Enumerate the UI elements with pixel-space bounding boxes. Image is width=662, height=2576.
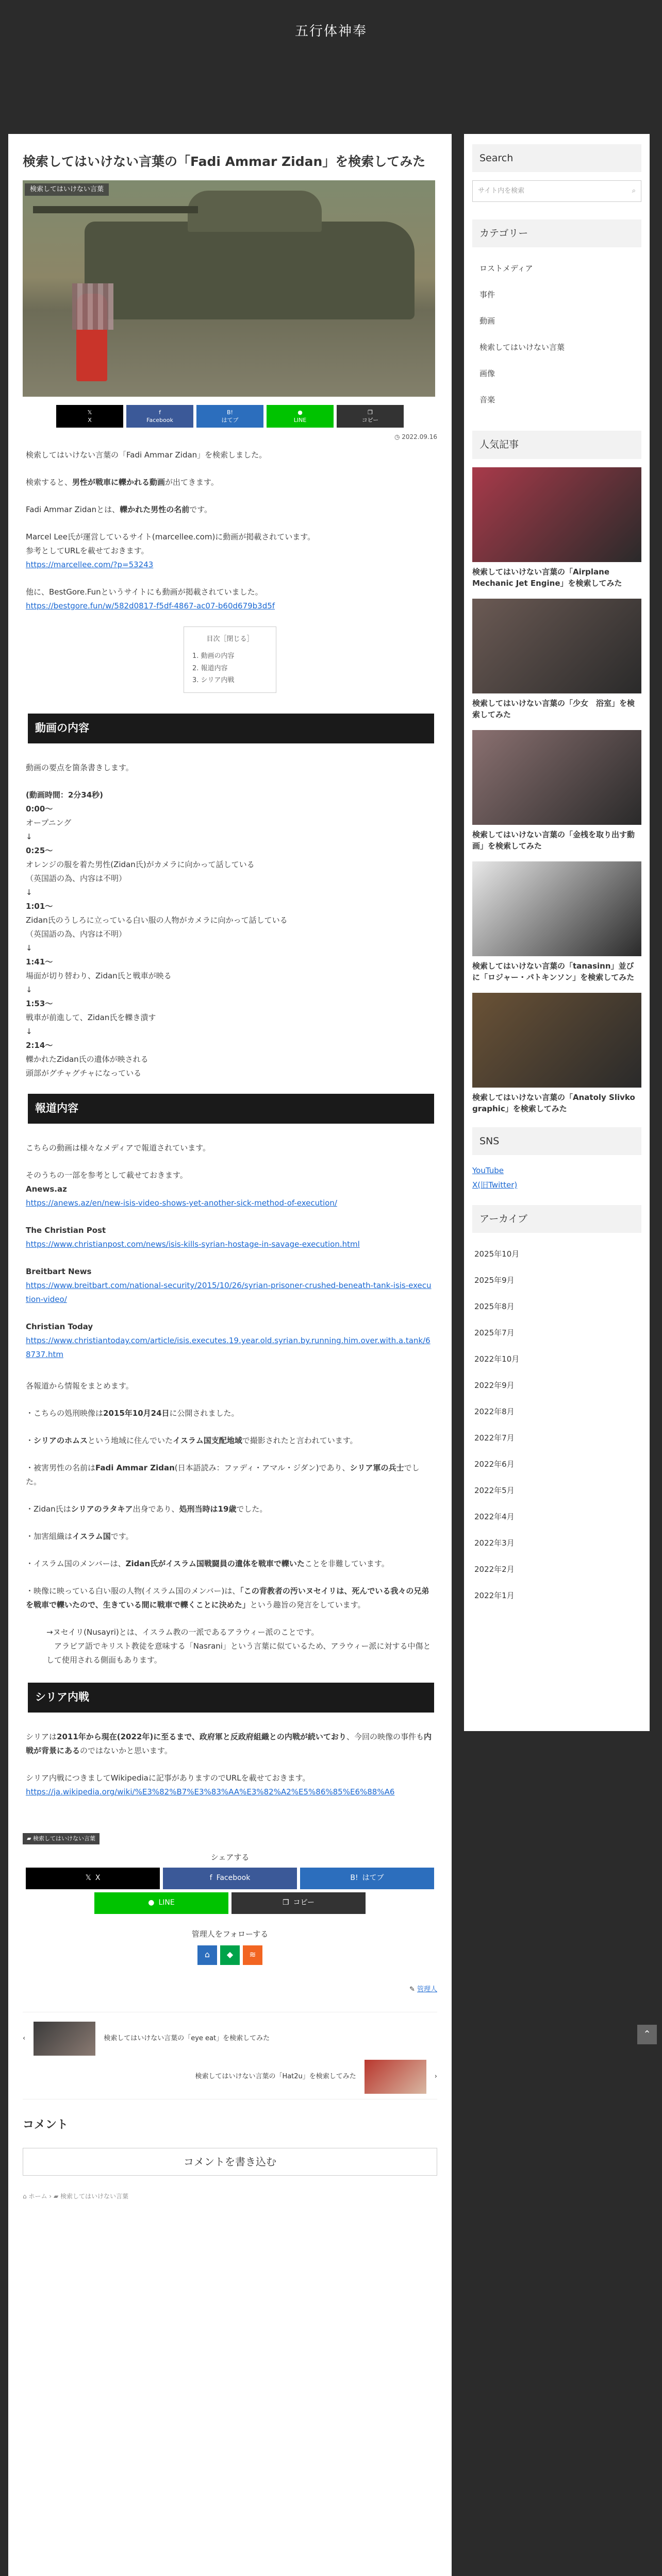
category-tag-label: 検索してはいけない言葉 xyxy=(32,1835,95,1842)
timeline-arrow: ↓ xyxy=(26,1027,32,1037)
timeline-item xyxy=(26,900,434,955)
share-bottom-button[interactable] xyxy=(94,1892,228,1914)
popular-post-title: 検索してはいけない言葉の「Airplane Mechanic Jet Engine」を検索してみた xyxy=(472,567,622,588)
news-list xyxy=(26,1182,434,1362)
nusayri-note: →ヌセイリ(Nusayri)とは、イスラム教の一派であるアラウィー派のことです。 アラビア語でキリスト教徒を意味する「Nasrani」という言葉に似ているため、アラウィー派に対する中傷として使用される側面もあります。 xyxy=(46,1628,431,1665)
timeline-item xyxy=(26,844,434,900)
news-item xyxy=(26,1320,434,1362)
follow-title: 管理人をフォローする xyxy=(191,1929,269,1939)
share-top-icon: ● xyxy=(297,409,303,416)
timeline-list xyxy=(26,802,434,1080)
intro-2: 検索すると、男性が戦車に轢かれる動画が出てきます。 xyxy=(26,477,219,487)
news-source-name: The Christian Post xyxy=(26,1226,106,1235)
heading-syria: シリア内戦 xyxy=(26,1683,434,1713)
search-widget-title: Search xyxy=(472,144,641,172)
youtube-link[interactable]: YouTube xyxy=(472,1165,504,1175)
category-list xyxy=(472,256,641,413)
timeline-desc: Zidan氏のうしろに立っている白い服の人物がカメラに向かって話している （英国語の為、内容は不明） xyxy=(26,916,288,939)
archive-list xyxy=(472,1241,641,1609)
popular-post-thumbnail xyxy=(472,861,641,956)
feedly-icon: ◆ xyxy=(226,1950,234,1960)
timeline-desc: オープニング xyxy=(26,818,72,828)
mosaic-graphic xyxy=(72,283,113,330)
home-follow-button[interactable] xyxy=(197,1945,217,1965)
archive-item[interactable]: 2022年7月 xyxy=(474,1433,515,1443)
popular-post[interactable] xyxy=(472,993,641,1115)
video-time: (動画時間：2分34秒) xyxy=(26,790,104,800)
timeline-time: 1:41〜 xyxy=(26,957,53,967)
timeline-time: 1:01〜 xyxy=(26,902,53,911)
category-widget-title: カテゴリー xyxy=(472,219,641,247)
timeline-time: 0:25〜 xyxy=(26,846,53,856)
chevron-up-icon: ⌃ xyxy=(643,2028,651,2040)
prev-post-thumbnail xyxy=(34,2022,95,2056)
share-buttons-bottom xyxy=(23,1868,437,1914)
share-bottom-label: はてブ xyxy=(362,1874,384,1882)
news-source-name: Christian Today xyxy=(26,1322,93,1331)
popular-post-thumbnail xyxy=(472,599,641,693)
share-title: シェアする xyxy=(210,1852,250,1862)
prev-post-title: 検索してはいけない言葉の「eye eat」を検索してみた xyxy=(104,2035,270,2043)
next-post-thumbnail xyxy=(365,2060,426,2094)
popular-list xyxy=(472,467,641,1115)
news-intro: こちらの動画は様々なメディアで報道されています。 xyxy=(26,1143,211,1153)
intro-5-text: 他に、BestGore.Funというサイトにも動画が掲載されていました。 xyxy=(26,587,263,597)
share-row xyxy=(23,1892,437,1914)
popular-post-title: 検索してはいけない言葉の「少女 浴室」を検索してみた xyxy=(472,698,635,720)
timeline-arrow: ↓ xyxy=(26,888,32,897)
timeline-time: 1:53〜 xyxy=(26,999,53,1009)
popular-post-title: 検索してはいけない言葉の「tanasinn」並びに「ロジャー・パトキンソン」を検索してみた xyxy=(472,961,635,982)
chevron-right-icon: › xyxy=(434,2073,437,2081)
clock-icon: ◷ xyxy=(394,433,400,441)
archive-item[interactable]: 2025年7月 xyxy=(474,1328,515,1337)
rss-icon: ≋ xyxy=(249,1950,256,1960)
sidebar xyxy=(464,134,650,1731)
timeline-desc: 戦車が前進して、Zidan氏を轢き潰す xyxy=(26,1013,156,1023)
news-intro-2: そのうちの一部を参考として載せておきます。 xyxy=(26,1171,188,1180)
heading-video-content: 動画の内容 xyxy=(26,714,434,743)
news-item xyxy=(26,1265,434,1307)
popular-post-title: 検索してはいけない言葉の「Anatoly Slivko graphic」を検索してみた xyxy=(472,1092,635,1114)
category-item[interactable]: 画像 xyxy=(479,369,495,379)
timeline-item xyxy=(26,955,434,997)
popular-post[interactable] xyxy=(472,467,641,589)
table-of-contents xyxy=(184,626,276,693)
archive-item[interactable]: 2025年8月 xyxy=(474,1301,515,1311)
popular-widget-title: 人気記事 xyxy=(472,431,641,459)
author-name[interactable]: 管理人 xyxy=(417,1985,437,1993)
timeline-desc: 場面が切り替わり、Zidan氏と戦車が映る xyxy=(26,971,172,981)
syria-paragraph-1: シリアは2011年から現在(2022年)に至るまで、政府軍と反政府組織との内戦が続いており、今回の映像の事件も内戦が背景にあるのではないかと思います。 xyxy=(26,1732,432,1755)
timeline-item xyxy=(26,802,434,844)
timeline-desc: 轢かれたZidan氏の遺体が映される 頭部がグチャグチャになっている xyxy=(26,1055,148,1078)
intro-4 xyxy=(26,530,434,572)
share-top-button[interactable] xyxy=(56,405,123,428)
share-bottom-label: Facebook xyxy=(216,1874,251,1882)
post-navigation xyxy=(23,2012,437,2099)
syria-paragraph-2 xyxy=(26,1771,434,1799)
breadcrumb xyxy=(23,2191,437,2202)
search-icon[interactable]: ⌕ xyxy=(632,187,636,195)
archive-item[interactable]: 2022年10月 xyxy=(474,1354,520,1364)
news-item xyxy=(26,1224,434,1251)
share-row xyxy=(23,1868,437,1889)
home-breadcrumb-icon: ⌂ xyxy=(23,2192,27,2200)
category-item[interactable]: 音楽 xyxy=(479,395,495,405)
news-link[interactable]: https://www.christianpost.com/news/isis-kills-syrian-hostage-in-savage-execution.html xyxy=(26,1240,360,1249)
breadcrumb-folder-icon: ▰ xyxy=(53,2192,59,2200)
share-bottom-button[interactable] xyxy=(163,1868,297,1889)
author-link[interactable] xyxy=(23,1984,437,1995)
article-body xyxy=(23,448,437,1799)
rss-follow-button[interactable] xyxy=(243,1945,262,1965)
share-bottom-label: LINE xyxy=(158,1899,175,1907)
eyecatch-category-label[interactable]: 検索してはいけない言葉 xyxy=(25,183,109,196)
article-title: 検索してはいけない言葉の「Fadi Ammar Zidan」を検索してみた xyxy=(23,154,426,169)
intro-5 xyxy=(26,585,434,613)
breadcrumb-category[interactable]: 検索してはいけない言葉 xyxy=(60,2192,129,2200)
eyecatch-image xyxy=(23,180,435,397)
news-link[interactable]: https://www.christiantoday.com/article/isis.executes.19.year.old.syrian.by.running.him.over.with.a.tank/68737.htm xyxy=(26,1336,431,1359)
share-bottom-label: X xyxy=(95,1874,101,1882)
intro-4-line-a: Marcel Lee氏が運営しているサイト(marcellee.com)に動画が掲載されています。 xyxy=(26,532,316,541)
share-buttons-top xyxy=(23,405,437,428)
intro-4-line-b: 参考としてURLを載せておきます。 xyxy=(26,546,149,555)
share-bottom-icon: B! xyxy=(350,1874,358,1882)
search-input[interactable] xyxy=(472,180,641,202)
folder-icon: ▰ xyxy=(27,1835,31,1842)
archive-item[interactable]: 2025年10月 xyxy=(474,1249,520,1259)
share-top-icon: ❐ xyxy=(368,409,373,416)
archive-item[interactable]: 2022年9月 xyxy=(474,1380,515,1390)
share-bottom-button[interactable] xyxy=(300,1868,434,1889)
feedly-follow-button[interactable] xyxy=(220,1945,240,1965)
category-tag[interactable] xyxy=(23,1833,100,1844)
category-item[interactable]: 動画 xyxy=(479,316,495,326)
share-top-icon: 𝕏 xyxy=(87,409,92,416)
timeline-item xyxy=(26,1039,434,1080)
syria-paragraph-2-text: シリア内戦につきましてWikipediaに記事がありますのでURLを載せておきます。 xyxy=(26,1773,310,1783)
share-bottom-button[interactable] xyxy=(231,1892,366,1914)
share-top-label: コピー xyxy=(361,417,379,424)
summary-4: ・Zidan氏はシリアのラタキア出身であり、処刑当時は19歳でした。 xyxy=(26,1504,268,1514)
share-top-label: Facebook xyxy=(146,417,173,424)
share-bottom-button[interactable] xyxy=(26,1868,160,1889)
toc-item-1[interactable]: 1. 動画の内容 xyxy=(192,652,235,660)
archive-item[interactable]: 2022年1月 xyxy=(474,1590,515,1600)
marcellee-link[interactable]: https://marcellee.com/?p=53243 xyxy=(26,560,154,569)
archive-item[interactable]: 2022年5月 xyxy=(474,1485,515,1495)
post-date-text: 2022.09.16 xyxy=(402,433,437,441)
archive-item[interactable]: 2022年3月 xyxy=(474,1538,515,1548)
archive-item[interactable]: 2022年6月 xyxy=(474,1459,515,1469)
archive-item[interactable]: 2022年8月 xyxy=(474,1406,515,1416)
write-comment-button[interactable]: コメントを書き込む xyxy=(23,2148,437,2176)
bestgore-link[interactable]: https://bestgore.fun/w/582d0817-f5df-4867-ac07-b60d679b3d5f xyxy=(26,601,275,611)
news-link[interactable]: https://www.breitbart.com/national-security/2015/10/26/syrian-prisoner-crushed-beneath-tank-isis-execution-video/ xyxy=(26,1281,432,1304)
follow-buttons xyxy=(23,1945,437,1965)
site-title[interactable]: 五行体神奉 xyxy=(294,23,367,39)
popular-post[interactable] xyxy=(472,599,641,721)
sns-widget-title: SNS xyxy=(472,1127,641,1155)
next-post[interactable] xyxy=(195,2060,437,2094)
timeline xyxy=(26,788,434,1080)
home-icon: ⌂ xyxy=(204,1950,210,1960)
timeline-arrow: ↓ xyxy=(26,832,32,842)
timeline-desc: オレンジの服を着た男性(Zidan氏)がカメラに向かって話している （英国語の為、内容は不明） xyxy=(26,860,255,884)
breadcrumb-separator: › xyxy=(49,2192,52,2200)
sns-links xyxy=(472,1163,641,1205)
comments-title: コメント xyxy=(23,2118,69,2131)
share-bottom-icon: f xyxy=(209,1874,212,1882)
heading-news: 報道内容 xyxy=(26,1094,434,1124)
archive-item[interactable]: 2022年2月 xyxy=(474,1564,515,1574)
share-top-icon: f xyxy=(159,409,161,416)
toc-title[interactable]: 目次［閉じる］ xyxy=(206,635,254,643)
timeline-time: 0:00〜 xyxy=(26,804,53,814)
share-top-label: LINE xyxy=(293,417,307,424)
search-placeholder: サイト内を検索 xyxy=(478,187,525,195)
video-intro: 動画の要点を箇条書きします。 xyxy=(26,763,134,773)
news-source-name: Anews.az xyxy=(26,1184,67,1194)
share-top-button[interactable] xyxy=(196,405,263,428)
archive-item[interactable]: 2022年4月 xyxy=(474,1512,515,1521)
summary-1: ・こちらの処刑映像は2015年10月24日に公開されました。 xyxy=(26,1409,239,1418)
popular-post-thumbnail xyxy=(472,730,641,825)
category-item[interactable]: 事件 xyxy=(479,290,495,300)
share-bottom-icon: ● xyxy=(148,1899,155,1907)
post-date xyxy=(23,432,437,443)
summary-3: ・被害男性の名前はFadi Ammar Zidan(日本語読み：ファディ・アマル・ジダン)であり、シリア軍の兵士でした。 xyxy=(26,1463,420,1486)
share-top-label: X xyxy=(88,417,92,424)
intro-3: Fadi Ammar Zidanとは、轢かれた男性の名前です。 xyxy=(26,504,212,514)
news-link[interactable]: https://anews.az/en/new-isis-video-shows-yet-another-sick-method-of-execution/ xyxy=(26,1198,337,1208)
timeline-item xyxy=(26,997,434,1039)
chevron-left-icon: ‹ xyxy=(23,2035,26,2043)
share-top-label: はてブ xyxy=(221,417,239,424)
toc-item-3[interactable]: 3. シリア内戦 xyxy=(192,676,235,685)
popular-post-thumbnail xyxy=(472,467,641,562)
share-bottom-icon: 𝕏 xyxy=(85,1874,91,1882)
news-item xyxy=(26,1182,434,1210)
share-top-button[interactable] xyxy=(126,405,193,428)
timeline-arrow: ↓ xyxy=(26,943,32,953)
intro-1: 検索してはいけない言葉の「Fadi Ammar Zidan」を検索しました。 xyxy=(26,450,267,460)
popular-post[interactable] xyxy=(472,861,641,984)
share-bottom-label: コピー xyxy=(293,1899,315,1907)
wikipedia-link[interactable]: https://ja.wikipedia.org/wiki/%E3%82%B7%E3%83%AA%E3%82%A2%E5%86%85%E6%88%A6 xyxy=(26,1787,395,1797)
summary-2: ・シリアのホムスという地域に住んでいたイスラム国支配地域で撮影されたと言われています。 xyxy=(26,1436,358,1445)
breadcrumb-home[interactable]: ホーム xyxy=(28,2192,47,2200)
timeline-arrow: ↓ xyxy=(26,985,32,995)
archive-widget-title: アーカイブ xyxy=(472,1205,641,1233)
summary-5: ・加害組織はイスラム国です。 xyxy=(26,1532,134,1541)
timeline-time: 2:14〜 xyxy=(26,1041,53,1050)
summary-6: ・イスラム国のメンバーは、Zidan氏がイスラム国戦闘員の遺体を戦車で轢いたことを非難しています。 xyxy=(26,1559,389,1568)
summary-7: ・映像に映っている白い服の人物(イスラム国のメンバー)は、「この背教者の汚いヌセイリは、死んでいる我々の兄弟を戦車で轢いたので、生きている間に戦車で轢くことに決めた」という趣旨の発言をしています。 xyxy=(26,1586,429,1609)
main-content xyxy=(8,134,452,2576)
site-header xyxy=(0,0,662,63)
toc-item-2[interactable]: 2. 報道内容 xyxy=(192,664,228,672)
tank-graphic xyxy=(85,222,415,319)
summary-intro: 各報道から情報をまとめます。 xyxy=(26,1381,134,1391)
category-item[interactable]: ロストメディア xyxy=(479,264,533,274)
category-item[interactable]: 検索してはいけない言葉 xyxy=(479,343,565,352)
news-source-name: Breitbart News xyxy=(26,1267,92,1276)
share-top-button[interactable] xyxy=(337,405,404,428)
scroll-to-top-button[interactable] xyxy=(637,2025,657,2044)
archive-item[interactable]: 2025年9月 xyxy=(474,1275,515,1285)
share-top-button[interactable] xyxy=(267,405,334,428)
pencil-icon: ✎ xyxy=(409,1985,415,1993)
x-twitter-link[interactable]: X(旧Twitter) xyxy=(472,1180,518,1190)
share-bottom-icon: ❐ xyxy=(282,1899,289,1907)
popular-post-title: 検索してはいけない言葉の「金桟を取り出す動画」を検索してみた xyxy=(472,829,635,851)
popular-post[interactable] xyxy=(472,730,641,852)
share-top-icon: B! xyxy=(227,409,233,416)
popular-post-thumbnail xyxy=(472,993,641,1088)
prev-post[interactable] xyxy=(23,2022,270,2056)
next-post-title: 検索してはいけない言葉の「Hat2u」を検索してみた xyxy=(195,2073,356,2081)
